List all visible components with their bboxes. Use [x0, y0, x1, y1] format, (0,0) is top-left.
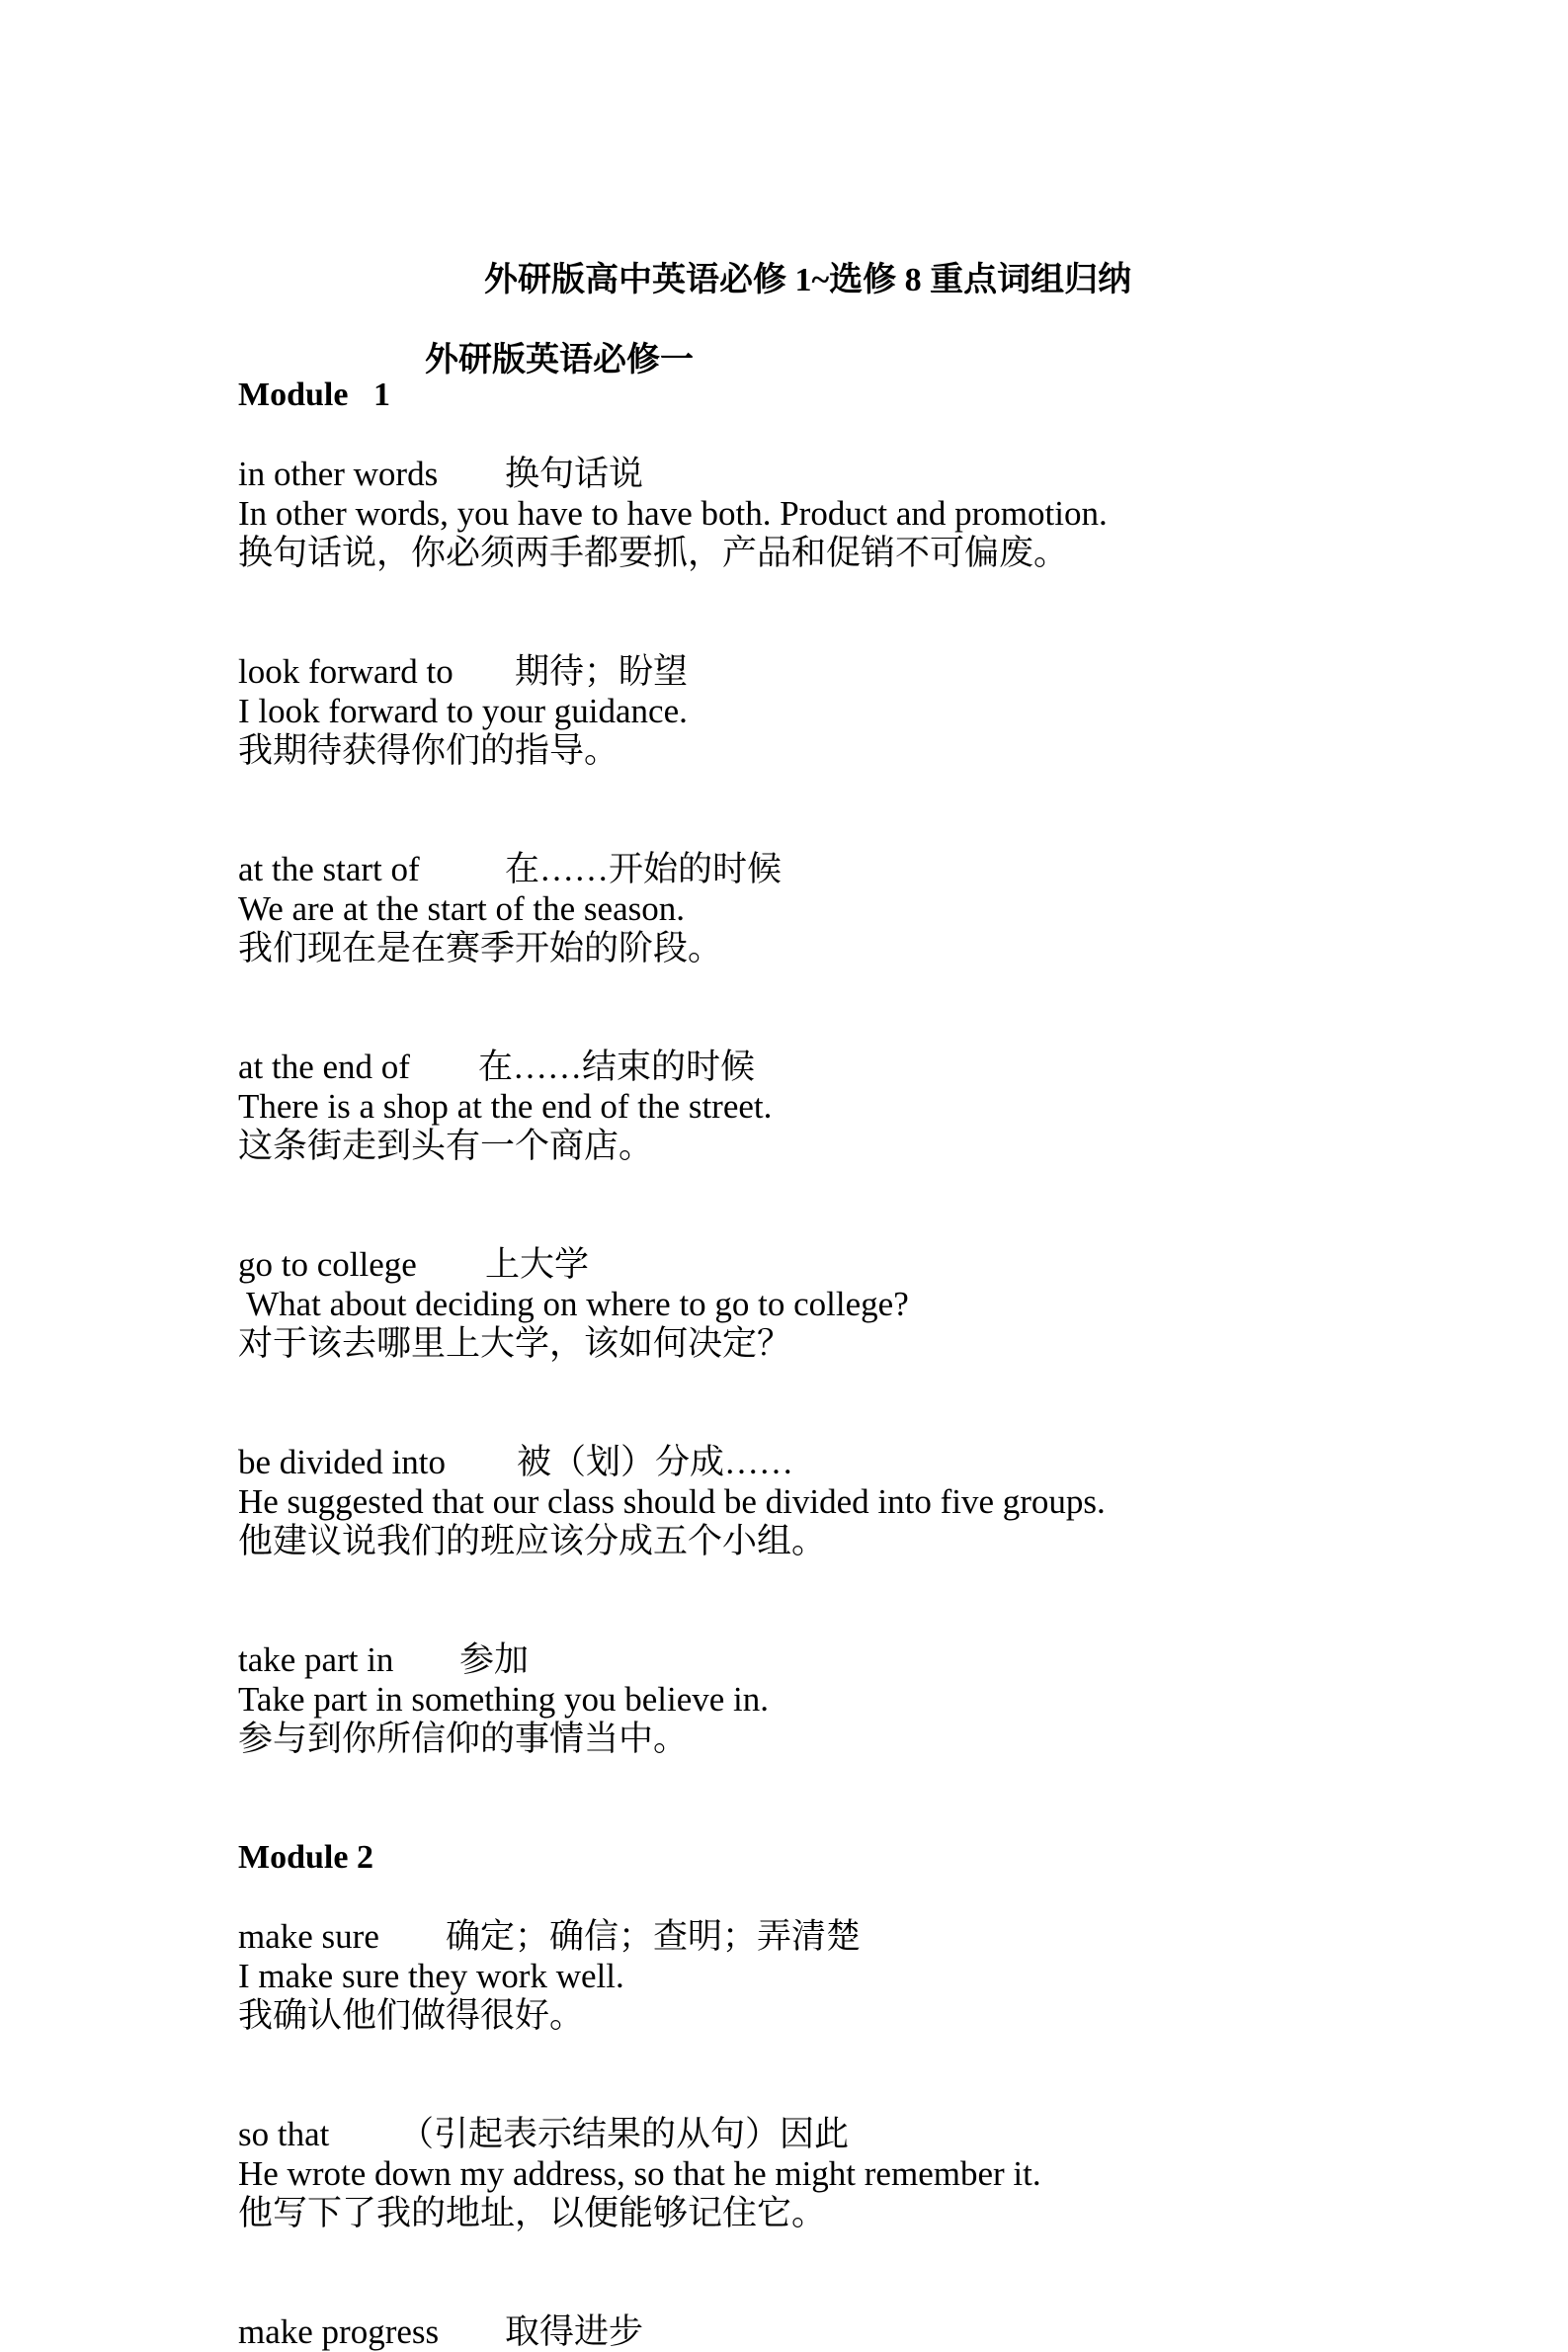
phrase-entry [238, 1245, 1424, 1364]
phrase-meaning: 被（划）分成…… [517, 1443, 794, 1481]
phrase-entry [238, 1048, 1424, 1166]
phrase-entry [238, 1443, 1424, 1561]
phrase-entry [238, 2115, 1424, 2233]
module-section [238, 1838, 1424, 2352]
example-english: Take part in something you believe in. [238, 1680, 769, 1719]
phrase-entry [238, 2312, 1424, 2352]
phrase-meaning: 换句话说 [505, 455, 644, 493]
phrase-meaning: 参加 [459, 1640, 530, 1679]
phrase-meaning: 上大学 [485, 1245, 590, 1284]
example-english: I make sure they work well. [238, 1957, 624, 1995]
example-chinese: 我期待获得你们的指导。 [238, 731, 619, 770]
example-english: What about deciding on where to go to college? [238, 1285, 909, 1323]
phrase-text: go to college [238, 1245, 417, 1284]
example-chinese: 我确认他们做得很好。 [238, 1996, 585, 2035]
phrase-meaning: 确定；确信；查明；弄清楚 [446, 1917, 862, 1956]
example-chinese: 他写下了我的地址，以便能够记住它。 [238, 2194, 827, 2232]
example-english: I look forward to your guidance. [238, 692, 688, 730]
phrase-text: be divided into [238, 1443, 446, 1481]
module-section [238, 376, 1424, 1759]
phrase-text: look forward to [238, 652, 454, 691]
module-heading: Module 1 [238, 377, 390, 413]
phrase-meaning: 在……开始的时候 [505, 850, 783, 888]
example-chinese: 他建议说我们的班应该分成五个小组。 [238, 1522, 827, 1560]
phrase-text: make progress [238, 2312, 440, 2351]
phrase-entry [238, 850, 1424, 968]
example-chinese: 换句话说，你必须两手都要抓，产品和促销不可偏废。 [238, 534, 1069, 572]
example-english: There is a shop at the end of the street. [238, 1087, 773, 1126]
phrase-entry [238, 652, 1424, 771]
example-chinese: 这条街走到头有一个商店。 [238, 1127, 654, 1165]
example-chinese: 参与到你所信仰的事情当中。 [238, 1720, 689, 1758]
example-english: He wrote down my address, so that he might remember it. [238, 2154, 1041, 2193]
phrase-text: make sure [238, 1917, 379, 1956]
phrase-text: at the start of [238, 850, 420, 888]
module-heading: Module 2 [238, 1839, 373, 1876]
phrase-text: so that [238, 2115, 330, 2153]
example-chinese: 对于该去哪里上大学，该如何决定？ [238, 1324, 792, 1363]
phrase-entry [238, 455, 1424, 573]
phrase-meaning: 期待；盼望 [515, 652, 689, 691]
document-body [238, 376, 1424, 2352]
phrase-meaning: 取得进步 [505, 2312, 644, 2351]
phrase-entry [238, 1640, 1424, 1759]
example-chinese: 我们现在是在赛季开始的阶段。 [238, 929, 723, 967]
phrase-meaning: 在……结束的时候 [478, 1048, 756, 1086]
phrase-text: at the end of [238, 1048, 410, 1086]
phrase-text: in other words [238, 455, 439, 493]
example-english: He suggested that our class should be divided into five groups. [238, 1482, 1106, 1521]
phrase-text: take part in [238, 1640, 394, 1679]
phrase-meaning: （引起表示结果的从句）因此 [399, 2115, 850, 2153]
document-title: 外研版高中英语必修 1~选修 8 重点词组归纳 [484, 262, 1132, 298]
book-title: 外研版英语必修一 [425, 342, 694, 378]
example-english: In other words, you have to have both. Product and promotion. [238, 494, 1108, 533]
phrase-entry [238, 1917, 1424, 2036]
example-english: We are at the start of the season. [238, 889, 685, 928]
